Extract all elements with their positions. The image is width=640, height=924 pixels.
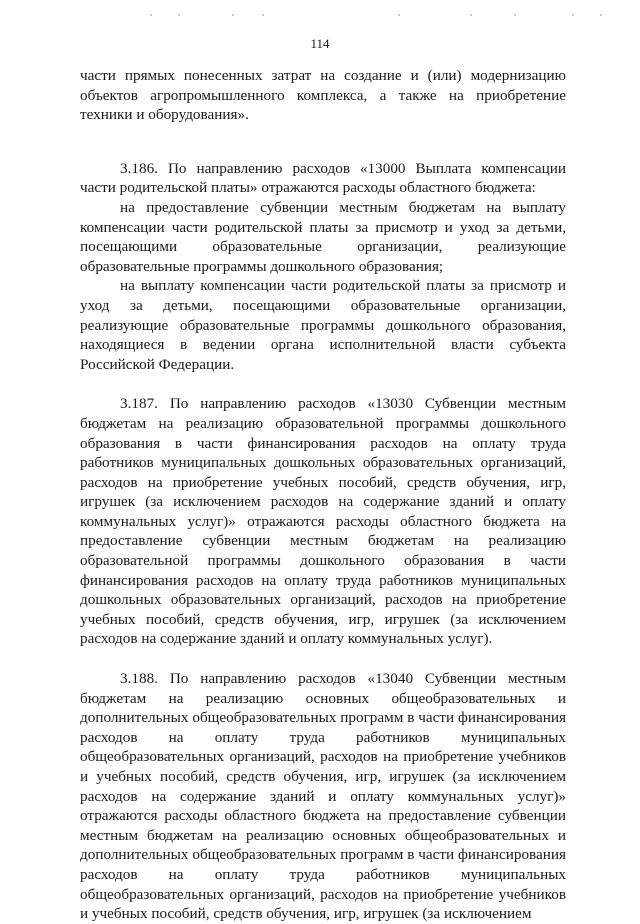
page-number: 114 xyxy=(310,36,330,51)
scan-artifact-dots xyxy=(0,14,640,20)
paragraph-3-186: 3.186. По направлению расходов «13000 Выплата компенсации части родительской платы» отражаются расходы областного бюджета: xyxy=(80,159,566,197)
paragraph-3-186-item-1: на предоставление субвенции местным бюджетам на выплату компенсации части родительской платы за присмотр и уход за детьми, посещающими образовательные организации, реализующие образовательные программы дошкольного образования; xyxy=(80,198,566,275)
paragraph-3-188: 3.188. По направлению расходов «13040 Субвенции местным бюджетам на реализацию основных общеобразовательных и дополнительных общеобразовательных программ в части финансирования расходов на оплату труда работников муниципальных общеобразовательных организаций, расходов на приобретение учебников и учебных пособий, средств обучения, игр, игрушек (за исключением расходов на содержание зданий и оплату коммунальных услуг)» отражаются расходы областного бюджета на предоставление субвенции местным бюджетам на реализацию основных общеобразовательных и дополнительных общеобразовательных программ в части финансирования расходов на оплату труда работников муниципальных общеобразовательных организаций, расходов на приобретение учебников и учебных пособий, средств обучения, игр, игрушек (за исключением xyxy=(80,670,566,923)
paragraph-3-186-item-2: на выплату компенсации части родительской платы за присмотр и уход за детьми, посещающими образовательные организации, реализующие образовательные программы дошкольного образования, находящиеся в ведении органа исполнительной власти субъекта Российской Федерации. xyxy=(80,277,566,373)
document-body xyxy=(80,66,566,924)
paragraph-continuation: части прямых понесенных затрат на создание и (или) модернизацию объектов агропромышленного комплекса, а также на приобретение техники и оборудования». xyxy=(80,67,566,124)
paragraph-3-187: 3.187. По направлению расходов «13030 Субвенции местным бюджетам на реализацию образовательной программы дошкольного образования в части финансирования расходов на оплату труда работников муниципальных дошкольных образовательных организаций, расходов на приобретение учебных пособий, средств обучения, игр, игрушек (за исключением расходов на содержание зданий и оплату коммунальных услуг)» отражаются расходы областного бюджета на предоставление субвенции местным бюджетам на реализацию образовательной программы дошкольного образования в части финансирования расходов на оплату труда работников муниципальных дошкольных образовательных организаций, расходов на приобретение учебных пособий, средств обучения, игр, игрушек (за исключением расходов на содержание зданий и оплату коммунальных услуг). xyxy=(80,395,566,648)
